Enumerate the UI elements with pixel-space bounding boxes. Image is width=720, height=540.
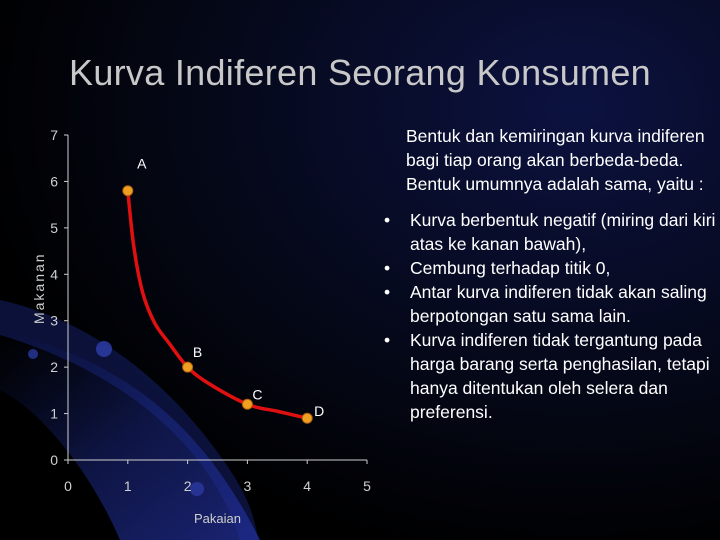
bullet-text: Kurva berbentuk negatif (miring dari kiri atas ke kanan bawah), xyxy=(410,210,716,254)
decorative-wave xyxy=(0,330,263,540)
bullet-text: Antar kurva indiferen tidak akan saling berpotongan satu sama lain. xyxy=(410,282,707,326)
y-tick-label: 0 xyxy=(50,452,58,468)
point-d xyxy=(302,413,312,423)
bullet-item xyxy=(386,208,716,256)
point-b xyxy=(183,362,193,372)
point-label-b: B xyxy=(192,344,203,361)
point-a xyxy=(123,186,133,196)
y-tick-label: 5 xyxy=(50,219,58,236)
y-axis-label: Makanan xyxy=(31,252,47,325)
bullet-item xyxy=(386,328,716,424)
decorative-dot xyxy=(28,349,38,359)
point-label-a: A xyxy=(137,155,147,172)
x-tick-label: 4 xyxy=(303,478,312,494)
x-tick-label: 1 xyxy=(123,478,132,494)
x-tick-label: 2 xyxy=(183,478,192,494)
y-tick-label: 7 xyxy=(50,127,58,143)
intro-paragraph: Bentuk dan kemiringan kurva indiferen bagi tiap orang akan berbeda-beda. Bentuk umumnya adalah sama, yaitu : xyxy=(406,126,705,194)
y-tick-label: 4 xyxy=(50,266,58,283)
y-tick-label: 1 xyxy=(50,405,58,422)
point-label-d: D xyxy=(314,403,325,420)
y-tick-label: 3 xyxy=(50,312,58,329)
slide-title: Kurva Indiferen Seorang Konsumen xyxy=(69,52,651,93)
point-c xyxy=(242,399,252,409)
x-tick-label: 5 xyxy=(363,478,371,494)
point-label-c: C xyxy=(252,386,263,403)
x-axis-label: Pakaian xyxy=(194,511,241,526)
decorative-dot xyxy=(190,482,204,496)
bullet-text: Cembung terhadap titik 0, xyxy=(410,258,611,278)
y-tick-label: 2 xyxy=(50,359,58,376)
x-tick-label: 0 xyxy=(64,478,72,494)
bullet-dot: • xyxy=(384,282,391,302)
bullet-item xyxy=(386,280,716,328)
bullet-text: Kurva indiferen tidak tergantung pada harga barang serta penghasilan, tetapi hanya ditentukan oleh selera dan preferensi. xyxy=(410,330,710,422)
decorative-dot xyxy=(96,341,112,357)
bullet-dot: • xyxy=(384,258,391,278)
x-tick-label: 3 xyxy=(243,478,252,494)
bullet-dot: • xyxy=(384,210,391,230)
explanation-panel xyxy=(386,124,716,424)
bullet-item xyxy=(386,256,716,280)
bullet-dot: • xyxy=(384,330,391,350)
bullet-list xyxy=(386,208,716,424)
y-tick-label: 6 xyxy=(50,173,58,190)
